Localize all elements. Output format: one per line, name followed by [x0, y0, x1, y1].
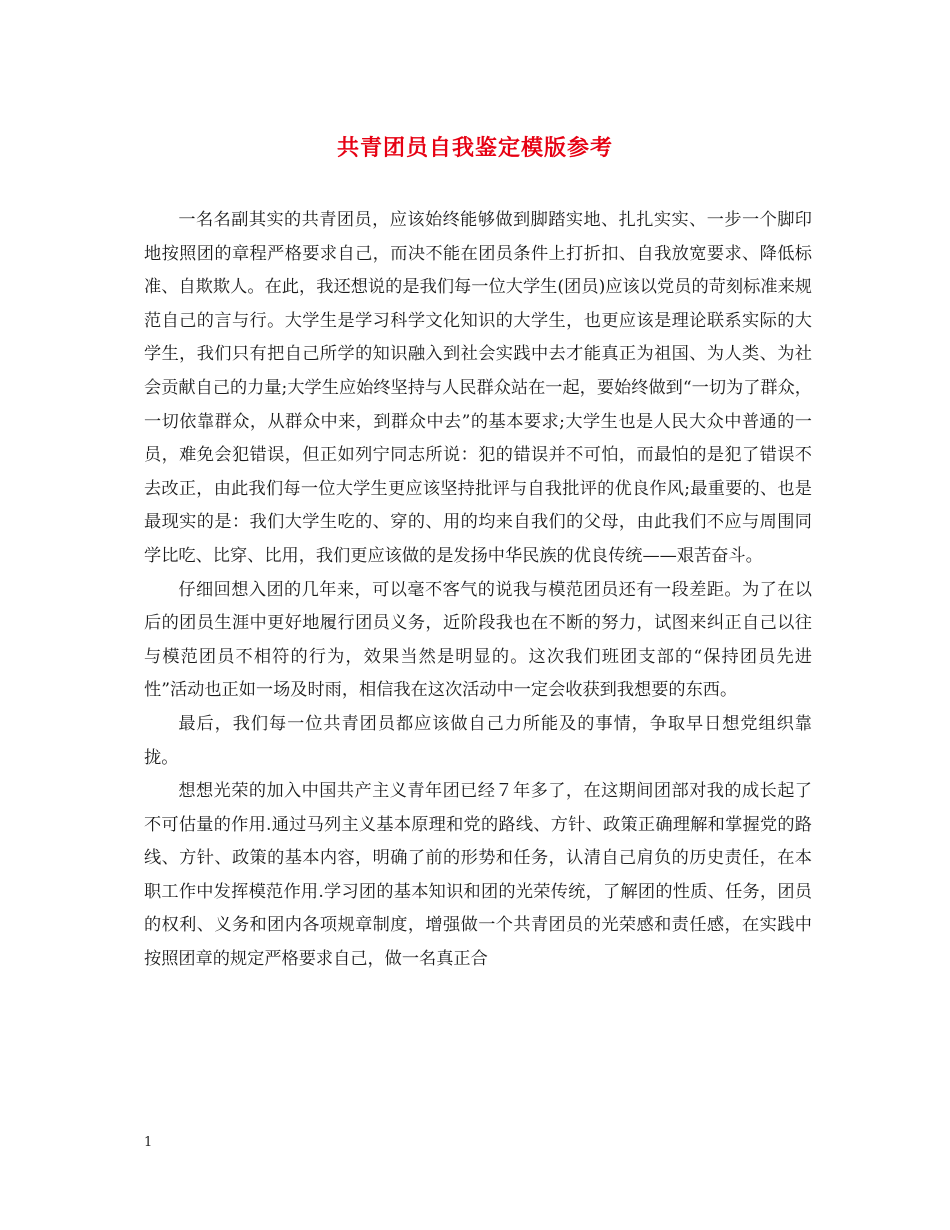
page-number: 1: [144, 1135, 153, 1150]
document-title: 共青团员自我鉴定模版参考: [336, 135, 613, 161]
paragraph-3: 最后，我们每一位共青团员都应该做自己力所能及的事情，争取早日想党组织靠拢。: [144, 713, 812, 768]
paragraph-4: 想想光荣的加入中国共产主义青年团已经７年多了，在这期间团部对我的成长起了不可估量的作用.通过马列主义基本原理和党的路线、方针、政策正确理解和掌握党的路线、方针、政策的基本内容，明确了前的形势和任务，认清自己肩负的历史责任，在本职工作中发挥模范作用.学习团的基本知识和团的光荣传统，了解团的性质、任务，团员的权利、义务和团内各项规章制度，增强做一个共青团员的光荣感和责任感，在实践中按照团章的规定严格要求自己，做一名真正合: [144, 781, 812, 970]
document-body: [144, 204, 812, 977]
paragraph-2: 仔细回想入团的几年来，可以毫不客气的说我与模范团员还有一段差距。为了在以后的团员生涯中更好地履行团员义务，近阶段我也在不断的努力，试图来纠正自己以往与模范团员不相符的行为，效果当然是明显的。这次我们班团支部的“保持团员先进性”活动也正如一场及时雨，相信我在这次活动中一定会收获到我想要的东西。: [144, 579, 812, 701]
paragraph-1: 一名名副其实的共青团员，应该始终能够做到脚踏实地、扎扎实实、一步一个脚印地按照团的章程严格要求自己，而决不能在团员条件上打折扣、自我放宽要求、降低标准、自欺欺人。在此，我还想说的是我们每一位大学生(团员)应该以党员的苛刻标准来规范自己的言与行。大学生是学习科学文化知识的大学生，也更应该是理论联系实际的大学生，我们只有把自己所学的知识融入到社会实践中去才能真正为祖国、为人类、为社会贡献自己的力量;大学生应始终坚持与人民群众站在一起，要始终做到“一切为了群众，一切依靠群众，从群众中来，到群众中去”的基本要求;大学生也是人民大众中普通的一员，难免会犯错误，但正如列宁同志所说：犯的错误并不可怕，而最怕的是犯了错误不去改正，由此我们每一位大学生更应该坚持批评与自我批评的优良作风;最重要的、也是最现实的是：我们大学生吃的、穿的、用的均来自我们的父母，由此我们不应与周围同学比吃、比穿、比用，我们更应该做的是发扬中华民族的优良传统——艰苦奋斗。: [144, 210, 812, 566]
